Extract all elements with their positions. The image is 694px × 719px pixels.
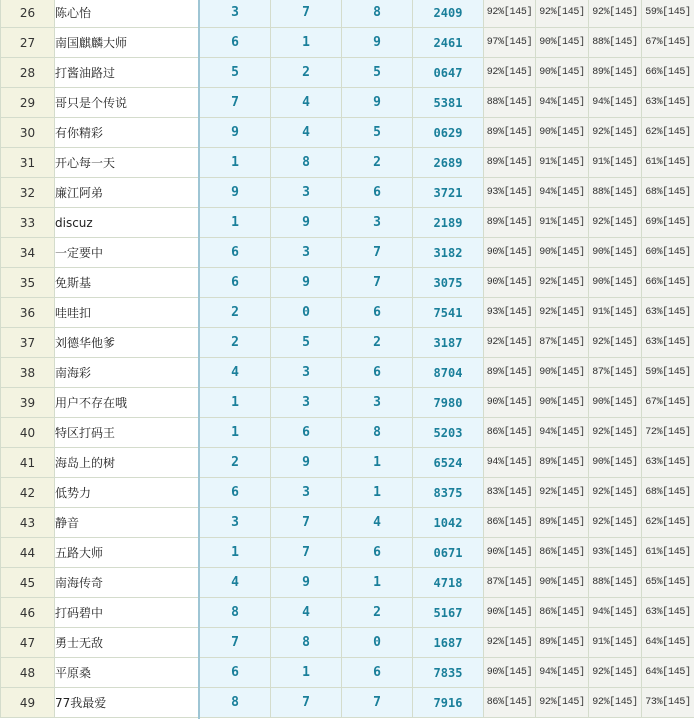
user-name: 南海传奇 [55,568,200,598]
stat-3: 87%[145] [589,358,642,388]
table-row [1,508,694,538]
stat-2: 94%[145] [536,88,589,118]
digit-2: 9 [271,448,342,478]
stat-1: 92%[145] [484,0,536,28]
stat-1: 88%[145] [484,88,536,118]
digit-3: 2 [342,148,413,178]
digit-1: 8 [200,598,271,628]
stat-3: 89%[145] [589,58,642,88]
code-number: 3187 [413,328,484,358]
row-number: 49 [1,688,55,718]
code-number: 3721 [413,178,484,208]
user-name: 平原桑 [55,658,200,688]
table-row [1,358,694,388]
table-row [1,448,694,478]
digit-3: 9 [342,28,413,58]
stat-4: 72%[145] [642,418,694,448]
table-row [1,178,694,208]
stat-2: 90%[145] [536,358,589,388]
stat-2: 90%[145] [536,28,589,58]
stat-4: 59%[145] [642,0,694,28]
stat-4: 64%[145] [642,658,694,688]
row-number: 45 [1,568,55,598]
code-number: 6524 [413,448,484,478]
stat-4: 62%[145] [642,118,694,148]
user-name: discuz [55,208,200,238]
user-name: 刘德华他爹 [55,328,200,358]
digit-2: 2 [271,58,342,88]
digit-1: 2 [200,448,271,478]
digit-2: 3 [271,478,342,508]
digit-1: 1 [200,208,271,238]
stat-1: 89%[145] [484,118,536,148]
stat-2: 90%[145] [536,58,589,88]
stat-3: 92%[145] [589,118,642,148]
stat-2: 94%[145] [536,658,589,688]
code-number: 2189 [413,208,484,238]
row-number: 41 [1,448,55,478]
row-number: 37 [1,328,55,358]
table-row [1,628,694,658]
stat-4: 68%[145] [642,178,694,208]
user-name: 打酱油路过 [55,58,200,88]
stat-4: 67%[145] [642,388,694,418]
row-number: 48 [1,658,55,688]
digit-3: 6 [342,298,413,328]
digit-1: 3 [200,508,271,538]
digit-2: 3 [271,388,342,418]
stat-2: 92%[145] [536,298,589,328]
digit-2: 8 [271,148,342,178]
stat-3: 92%[145] [589,508,642,538]
digit-2: 9 [271,568,342,598]
code-number: 5167 [413,598,484,628]
digit-3: 1 [342,568,413,598]
code-number: 8704 [413,358,484,388]
digit-2: 1 [271,28,342,58]
stat-3: 92%[145] [589,418,642,448]
digit-2: 9 [271,208,342,238]
row-number: 42 [1,478,55,508]
row-number: 32 [1,178,55,208]
table-row [1,538,694,568]
stat-2: 86%[145] [536,538,589,568]
stat-3: 90%[145] [589,448,642,478]
code-number: 3182 [413,238,484,268]
stat-2: 90%[145] [536,118,589,148]
user-name: 静音 [55,508,200,538]
code-number: 7541 [413,298,484,328]
user-name: 打码碧中 [55,598,200,628]
code-number: 0647 [413,58,484,88]
stat-3: 91%[145] [589,298,642,328]
stat-1: 92%[145] [484,58,536,88]
digit-3: 3 [342,208,413,238]
digit-3: 8 [342,0,413,28]
user-name: 特区打码王 [55,418,200,448]
digit-1: 6 [200,238,271,268]
stat-1: 89%[145] [484,358,536,388]
stat-3: 93%[145] [589,538,642,568]
code-number: 2461 [413,28,484,58]
digit-1: 3 [200,0,271,28]
row-number: 40 [1,418,55,448]
table-row [1,268,694,298]
stat-2: 92%[145] [536,688,589,718]
stat-3: 92%[145] [589,328,642,358]
table-row [1,478,694,508]
digit-3: 1 [342,478,413,508]
user-name: 陈心怡 [55,0,200,28]
table-row [1,148,694,178]
stat-1: 86%[145] [484,688,536,718]
stat-2: 94%[145] [536,178,589,208]
user-name: 用户不存在哦 [55,388,200,418]
code-number: 5381 [413,88,484,118]
stat-1: 86%[145] [484,418,536,448]
digit-2: 6 [271,418,342,448]
stat-4: 63%[145] [642,298,694,328]
table-row [1,388,694,418]
stat-4: 61%[145] [642,538,694,568]
digit-1: 8 [200,688,271,718]
code-number: 7835 [413,658,484,688]
user-name: 哇哇扣 [55,298,200,328]
user-name: 五路大师 [55,538,200,568]
stat-2: 91%[145] [536,148,589,178]
stat-2: 90%[145] [536,238,589,268]
table-row [1,658,694,688]
digit-3: 3 [342,388,413,418]
table-row [1,208,694,238]
digit-2: 1 [271,658,342,688]
code-number: 1042 [413,508,484,538]
stat-3: 92%[145] [589,658,642,688]
digit-1: 2 [200,328,271,358]
row-number: 26 [1,0,55,28]
digit-3: 6 [342,538,413,568]
digit-3: 0 [342,628,413,658]
digit-3: 9 [342,88,413,118]
digit-2: 8 [271,628,342,658]
table-row [1,88,694,118]
digit-3: 7 [342,238,413,268]
stat-1: 90%[145] [484,268,536,298]
code-number: 7916 [413,688,484,718]
stat-4: 67%[145] [642,28,694,58]
digit-2: 0 [271,298,342,328]
stat-3: 92%[145] [589,208,642,238]
table-row [1,598,694,628]
digit-1: 4 [200,358,271,388]
row-number: 31 [1,148,55,178]
digit-2: 9 [271,268,342,298]
stat-1: 90%[145] [484,238,536,268]
digit-3: 6 [342,178,413,208]
stat-1: 87%[145] [484,568,536,598]
digit-2: 5 [271,328,342,358]
stat-1: 90%[145] [484,598,536,628]
digit-1: 1 [200,388,271,418]
row-number: 36 [1,298,55,328]
stat-2: 92%[145] [536,478,589,508]
stat-3: 94%[145] [589,88,642,118]
code-number: 2409 [413,0,484,28]
stat-2: 92%[145] [536,0,589,28]
stat-2: 87%[145] [536,328,589,358]
stat-1: 86%[145] [484,508,536,538]
digit-2: 4 [271,88,342,118]
user-name: 廉江阿弟 [55,178,200,208]
user-name: 南海彩 [55,358,200,388]
stat-1: 83%[145] [484,478,536,508]
digit-2: 7 [271,508,342,538]
row-number: 46 [1,598,55,628]
digit-3: 7 [342,268,413,298]
code-number: 1687 [413,628,484,658]
digit-3: 4 [342,508,413,538]
user-name: 海岛上的树 [55,448,200,478]
stat-4: 64%[145] [642,628,694,658]
table-row [1,418,694,448]
digit-3: 2 [342,598,413,628]
user-name: 77我最爱 [55,688,200,718]
stat-4: 68%[145] [642,478,694,508]
digit-3: 6 [342,658,413,688]
stat-4: 69%[145] [642,208,694,238]
user-name: 哥只是个传说 [55,88,200,118]
stat-3: 90%[145] [589,268,642,298]
row-number: 43 [1,508,55,538]
stat-2: 90%[145] [536,388,589,418]
digit-3: 8 [342,418,413,448]
stat-1: 97%[145] [484,28,536,58]
stat-3: 88%[145] [589,178,642,208]
stat-4: 65%[145] [642,568,694,598]
digit-1: 1 [200,538,271,568]
code-number: 3075 [413,268,484,298]
stat-1: 92%[145] [484,328,536,358]
user-name: 有你精彩 [55,118,200,148]
digit-2: 7 [271,0,342,28]
stat-1: 93%[145] [484,178,536,208]
digit-3: 5 [342,118,413,148]
table-row [1,688,694,718]
table-row [1,298,694,328]
digit-2: 7 [271,538,342,568]
stat-3: 90%[145] [589,238,642,268]
table-row [1,28,694,58]
code-number: 5203 [413,418,484,448]
row-number: 34 [1,238,55,268]
stat-4: 66%[145] [642,268,694,298]
table-row [1,0,694,28]
stat-4: 63%[145] [642,88,694,118]
stat-2: 89%[145] [536,448,589,478]
stat-2: 94%[145] [536,418,589,448]
table-row [1,238,694,268]
stat-3: 92%[145] [589,478,642,508]
row-number: 35 [1,268,55,298]
column-divider [198,0,200,719]
stat-3: 91%[145] [589,148,642,178]
digit-1: 7 [200,88,271,118]
digit-2: 4 [271,118,342,148]
stat-2: 89%[145] [536,508,589,538]
stat-2: 86%[145] [536,598,589,628]
row-number: 30 [1,118,55,148]
digit-1: 6 [200,268,271,298]
code-number: 0629 [413,118,484,148]
stat-4: 63%[145] [642,598,694,628]
code-number: 2689 [413,148,484,178]
user-name: 低势力 [55,478,200,508]
stat-4: 61%[145] [642,148,694,178]
user-name: 开心每一天 [55,148,200,178]
table-row [1,328,694,358]
digit-1: 1 [200,148,271,178]
stat-3: 88%[145] [589,28,642,58]
user-name: 勇士无敌 [55,628,200,658]
table-body [1,0,694,718]
digit-2: 3 [271,178,342,208]
stat-1: 90%[145] [484,658,536,688]
stat-2: 90%[145] [536,568,589,598]
stat-4: 63%[145] [642,328,694,358]
stat-2: 89%[145] [536,628,589,658]
user-name: 免斯基 [55,268,200,298]
stat-1: 90%[145] [484,538,536,568]
table-row [1,58,694,88]
table-row [1,568,694,598]
code-number: 7980 [413,388,484,418]
stat-3: 94%[145] [589,598,642,628]
digit-1: 7 [200,628,271,658]
digit-1: 6 [200,28,271,58]
stat-1: 94%[145] [484,448,536,478]
digit-3: 1 [342,448,413,478]
stat-4: 63%[145] [642,448,694,478]
digit-2: 7 [271,688,342,718]
digit-1: 9 [200,178,271,208]
stat-1: 93%[145] [484,298,536,328]
digit-1: 5 [200,58,271,88]
stat-4: 73%[145] [642,688,694,718]
row-number: 27 [1,28,55,58]
digit-3: 2 [342,328,413,358]
digit-1: 6 [200,478,271,508]
row-number: 29 [1,88,55,118]
digit-3: 5 [342,58,413,88]
digit-1: 9 [200,118,271,148]
stat-4: 62%[145] [642,508,694,538]
row-number: 39 [1,388,55,418]
row-number: 28 [1,58,55,88]
row-number: 44 [1,538,55,568]
stat-3: 91%[145] [589,628,642,658]
digit-1: 2 [200,298,271,328]
code-number: 4718 [413,568,484,598]
user-name: 一定要中 [55,238,200,268]
stat-1: 92%[145] [484,628,536,658]
stat-4: 66%[145] [642,58,694,88]
stat-2: 91%[145] [536,208,589,238]
stat-1: 90%[145] [484,388,536,418]
table-row [1,118,694,148]
stat-3: 92%[145] [589,688,642,718]
code-number: 0671 [413,538,484,568]
row-number: 38 [1,358,55,388]
digit-1: 1 [200,418,271,448]
code-number: 8375 [413,478,484,508]
digit-1: 4 [200,568,271,598]
stat-4: 60%[145] [642,238,694,268]
row-number: 33 [1,208,55,238]
stat-3: 92%[145] [589,0,642,28]
user-name: 南国麒麟大师 [55,28,200,58]
stat-4: 59%[145] [642,358,694,388]
digit-2: 3 [271,238,342,268]
stat-1: 89%[145] [484,208,536,238]
digit-3: 6 [342,358,413,388]
digit-2: 4 [271,598,342,628]
stat-3: 88%[145] [589,568,642,598]
digit-2: 3 [271,358,342,388]
stat-3: 90%[145] [589,388,642,418]
digit-1: 6 [200,658,271,688]
digit-3: 7 [342,688,413,718]
row-number: 47 [1,628,55,658]
stat-2: 92%[145] [536,268,589,298]
stat-1: 89%[145] [484,148,536,178]
